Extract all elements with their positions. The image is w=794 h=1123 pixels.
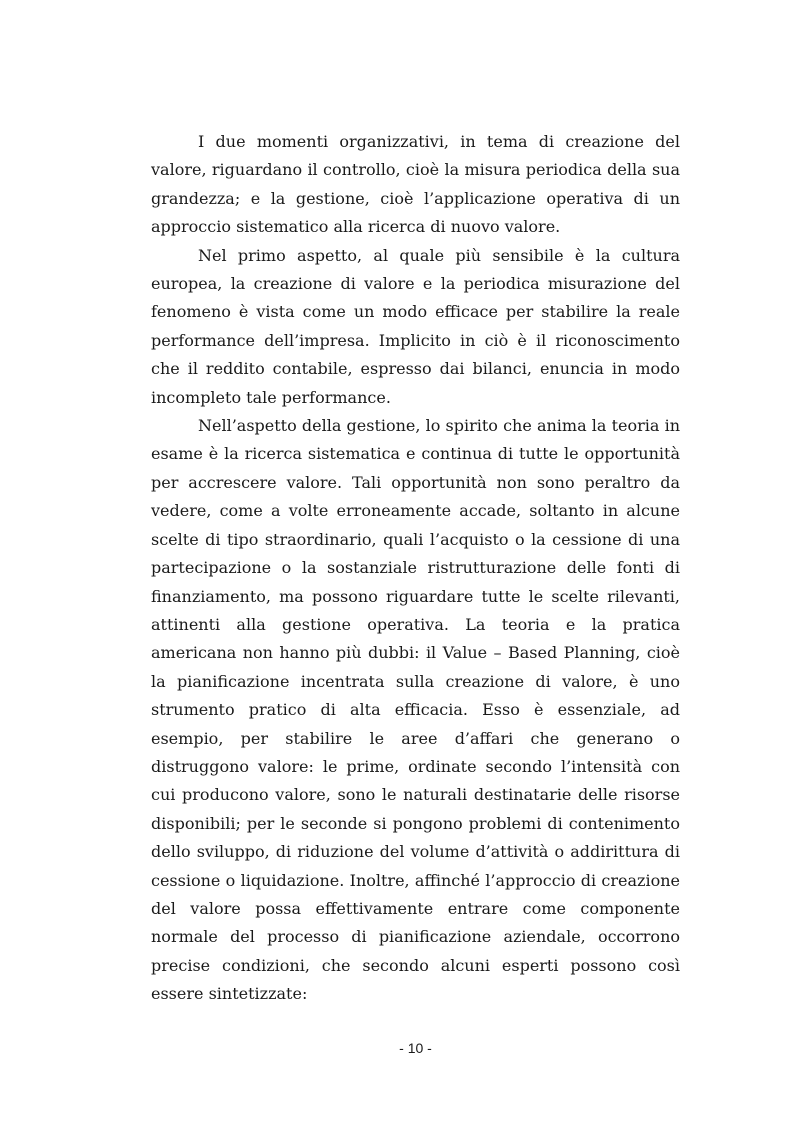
paragraph-1: I due momenti organizzativi, in tema di creazione del valore, riguardano il controllo, cioè la misura periodica della sua grandezza; e la gestione, cioè l’applicazione operativa di un approccio sistematico alla ricerca di nuovo valore. xyxy=(151,132,680,237)
paragraph-3: Nell’aspetto della gestione, lo spirito che anima la teoria in esame è la ricerca sistematica e continua di tutte le opportunità per accrescere valore. Tali opportunità non sono peraltro da vedere, come a volte erroneamente accade, soltanto in alcune scelte di tipo straordinario, quali l’acquisto o la cessione di una partecipazione o la sostanziale ristrutturazione delle fonti di finanziamento, ma possono riguardare tutte le scelte rilevanti, attinenti alla gestione operativa. La teoria e la pratica americana non hanno più dubbi: il Value – Based Planning, cioè la pianificazione incentrata sulla creazione di valore, è uno strumento pratico di alta efficacia. Esso è essenziale, ad esempio, per stabilire le aree d’affari che generano o distruggono valore: le prime, ordinate secondo l’intensità con cui producono valore, sono le naturali destinatarie delle risorse disponibili; per le seconde si pongono problemi di contenimento dello sviluppo, di riduzione del volume d’attività o addirittura di cessione o liquidazione. Inoltre, affinché l’approccio di creazione del valore possa effettivamente entrare come componente normale del processo di pianificazione aziendale, occorrono precise condizioni, che secondo alcuni esperti possono così essere sintetizzate: xyxy=(151,416,680,1004)
body-text xyxy=(151,128,680,1009)
paragraph-2: Nel primo aspetto, al quale più sensibile è la cultura europea, la creazione di valore e la periodica misurazione del fenomeno è vista come un modo efficace per stabilire la reale performance dell’impresa. Implicito in ciò è il riconoscimento che il reddito contabile, espresso dai bilanci, enuncia in modo incompleto tale performance. xyxy=(151,245,680,407)
page-number: - 10 - xyxy=(399,1040,432,1056)
